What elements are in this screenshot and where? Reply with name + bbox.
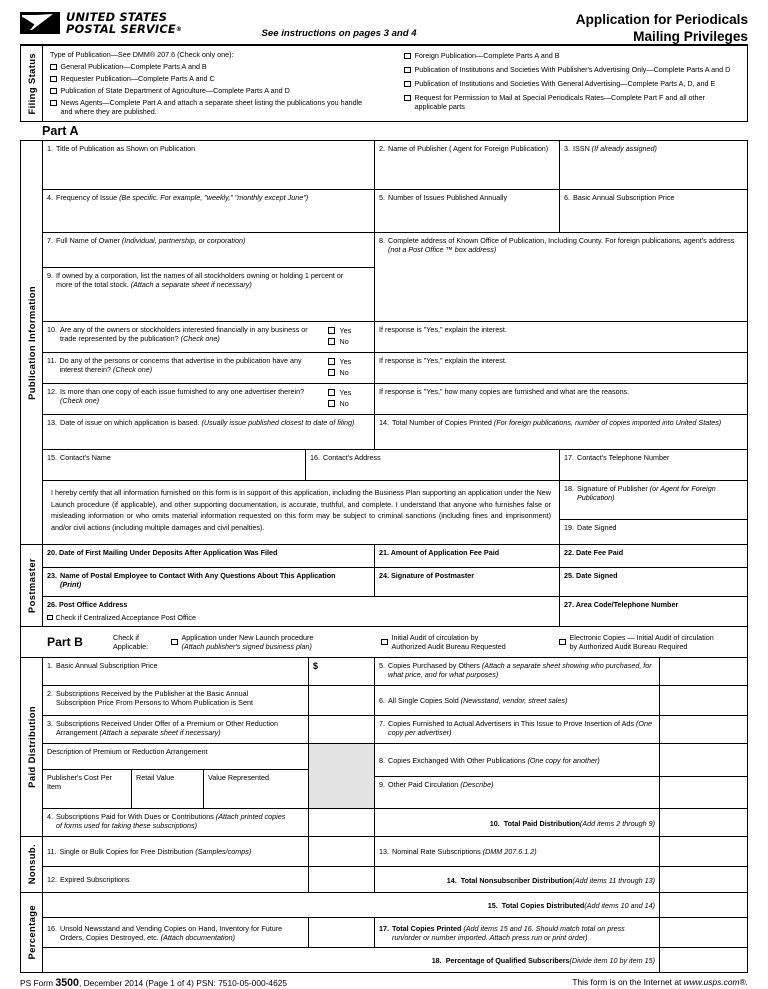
option-label: Publication of State Department of Agriculture—Complete Parts A and D <box>60 86 290 95</box>
certification-statement <box>43 481 559 544</box>
field-label: Description of Premium or Reduction Arrangement <box>47 747 208 756</box>
field-11-no-option[interactable] <box>328 368 372 377</box>
field-9-stockholders[interactable] <box>43 267 374 321</box>
field-hint: (Usually issue published closest to date of filing) <box>201 418 355 427</box>
percentage-band <box>21 893 43 972</box>
logo-line-1: UNITED STATES <box>66 10 168 24</box>
checkbox-icon[interactable] <box>404 95 411 102</box>
publication-information-band-label: Publication Information <box>26 285 37 400</box>
field-hint: (Attach a separate sheet showing who purchased, for what price, and for what purposes) <box>388 661 652 680</box>
field-b12-expired-subscriptions <box>43 867 308 892</box>
field-26-post-office-address[interactable] <box>43 597 559 626</box>
centralized-acceptance-label: Check if Centralized Acceptance Post Office <box>55 613 196 622</box>
field-16-contacts-address[interactable] <box>305 450 559 480</box>
option-institutions-publishers-advertising[interactable] <box>404 65 741 74</box>
field-number: 4. <box>47 812 53 821</box>
field-b2-value[interactable] <box>308 686 374 715</box>
dollar-sign: $ <box>313 661 319 671</box>
checkbox-icon[interactable] <box>50 64 57 71</box>
nonsubscriber-section <box>20 837 748 893</box>
field-label: Nominal Rate Subscriptions <box>392 847 483 857</box>
option-news-agents[interactable] <box>50 98 389 116</box>
option-label-line-2: (Attach publisher's signed business plan) <box>181 642 312 651</box>
field-label: Amount of Application Fee Paid <box>390 548 500 557</box>
checkbox-icon[interactable] <box>328 358 335 365</box>
field-number: 15. <box>487 901 498 910</box>
option-general-publication[interactable] <box>50 62 389 71</box>
field-10-yes-option[interactable] <box>328 326 372 335</box>
field-number: 3. <box>47 719 53 728</box>
usps-eagle-icon <box>20 12 60 34</box>
field-label: Basic Annual Subscription Price <box>573 193 675 202</box>
field-12-multiple-copies-advertiser <box>43 384 322 414</box>
field-b9-other-paid-circulation <box>375 776 659 808</box>
field-b7-copies-furnished-advertisers <box>374 716 659 743</box>
field-b3-value[interactable] <box>308 716 374 743</box>
option-state-dept-agriculture[interactable] <box>50 86 389 95</box>
field-hint: (Attach a separate sheet if necessary) <box>99 728 221 738</box>
option-label-line-2: by Authorized Audit Bureau Required <box>569 642 688 651</box>
field-label: Are any of the owners or stockholders interested financially in any business or trade represented by the publication? <box>60 325 308 344</box>
field-4-frequency-of-issue[interactable] <box>43 190 374 232</box>
field-14-total-copies-printed[interactable] <box>374 415 747 449</box>
field-number: 1. <box>47 661 53 670</box>
no-label: No <box>339 368 349 377</box>
form-footer <box>20 973 748 989</box>
option-label: Foreign Publication—Complete Parts A and B <box>414 51 560 60</box>
field-18-signature-of-publisher[interactable] <box>560 481 747 519</box>
field-number: 9. <box>379 780 385 789</box>
field-label: Contact's Telephone Number <box>577 453 670 462</box>
field-hint: (Individual, partnership, or corporation) <box>121 236 246 245</box>
field-b18-value[interactable] <box>659 948 747 972</box>
field-label: Retail Value <box>136 773 175 782</box>
field-number: 19. <box>564 523 574 532</box>
field-label: Title of Publication as Shown on Publication <box>56 144 196 153</box>
field-hint: (not a Post Office ™ box address) <box>388 245 497 255</box>
field-2-name-of-publisher[interactable] <box>374 141 559 189</box>
field-b14-total-nonsubscriber-distribution <box>374 867 659 892</box>
page-title-line-2: Mailing Privileges <box>633 28 748 44</box>
field-number: 25. <box>564 571 574 580</box>
field-23-postal-employee-contact[interactable] <box>43 568 374 596</box>
field-label: Total Number of Copies Printed <box>392 418 494 427</box>
option-label: Publication of Institutions and Societies With Publisher's Advertising Only—Complete Parts A and D <box>414 65 731 74</box>
field-label: Subscriptions Received by the Publisher at the Basic Annual Subscription Price From Persons to Whom Publication is Sent <box>56 689 253 708</box>
checkbox-icon[interactable] <box>47 615 53 621</box>
part-a-title: Part A <box>42 124 79 138</box>
field-label: Name of Postal Employee to Contact With Any Questions About This Application <box>60 571 336 580</box>
option-requester-publication[interactable] <box>50 74 389 83</box>
field-b9-value[interactable] <box>660 776 747 808</box>
field-number: 11. <box>47 847 57 857</box>
field-1-title-of-publication[interactable] <box>43 141 374 189</box>
field-number: 17. <box>379 923 389 933</box>
field-19-date-signed[interactable] <box>560 519 747 544</box>
field-number: 8. <box>379 755 385 765</box>
field-label: Signature of Publisher <box>577 484 650 493</box>
field-label: Do any of the persons or concerns that advertise in the publication have any interest therein? <box>59 356 302 375</box>
option-label: General Publication—Complete Parts A and B <box>60 62 207 71</box>
field-number: 10. <box>47 325 57 334</box>
field-label: Expired Subscriptions <box>60 875 130 885</box>
field-hint: (Newsstand, vendor, street sales) <box>460 696 568 706</box>
instructions-note: See instructions on pages 3 and 4 <box>261 28 417 39</box>
field-b12-value[interactable] <box>308 867 374 892</box>
field-number: 7. <box>47 236 53 245</box>
field-label: Complete address of Known Office of Publication, Including County. For foreign publications, agent's address <box>388 236 735 245</box>
field-hint: (Be specific. For example, "weekly," "monthly except June") <box>119 193 309 202</box>
field-b11-free-distribution <box>43 837 308 866</box>
field-label: Copies Exchanged With Other Publications <box>388 755 528 765</box>
field-number: 18. <box>431 956 442 965</box>
filing-status-right-column <box>395 46 747 121</box>
field-label: Date of issue on which application is based. <box>60 418 202 427</box>
field-b1-value[interactable] <box>308 658 374 685</box>
field-24-signature-of-postmaster[interactable] <box>374 568 559 596</box>
option-label: Requester Publication—Complete Parts A and C <box>60 74 215 83</box>
publication-information-band <box>21 141 43 544</box>
field-hint: (Print) <box>60 580 82 590</box>
part-b-header <box>20 627 748 658</box>
checkbox-icon[interactable] <box>50 76 57 83</box>
field-b8-copies-exchanged <box>375 744 659 776</box>
field-b17-value[interactable] <box>659 918 747 947</box>
option-special-periodicals-rates[interactable] <box>404 93 741 111</box>
type-of-publication-prompt: Type of Publication—See DMM® 207.6 (Check only one): <box>50 50 234 59</box>
option-label: Publication of Institutions and Societies With General Advertising—Complete Parts A, D, and E <box>414 79 716 88</box>
field-b16-value[interactable] <box>308 918 374 947</box>
field-note: If response is "Yes," explain the interest. <box>379 356 507 365</box>
field-label: Total Paid Distribution <box>503 818 580 828</box>
part-b-title: Part B <box>47 635 83 649</box>
part-b-option-new-launch[interactable] <box>171 633 381 652</box>
field-label: Subscriptions Paid for With Dues or Contributions <box>56 812 216 821</box>
field-12-explanation[interactable] <box>374 384 747 414</box>
checkbox-icon[interactable] <box>328 338 335 345</box>
option-label-line-2: Authorized Audit Bureau Requested <box>391 642 506 651</box>
field-number: 9. <box>47 271 53 280</box>
field-number: 17. <box>564 453 574 462</box>
postmaster-band-label: Postmaster <box>26 557 37 614</box>
field-number: 12. <box>47 387 57 396</box>
field-10-yes-no-group[interactable] <box>322 322 374 352</box>
paid-distribution-section <box>20 658 748 837</box>
filing-status-left-column <box>43 46 395 121</box>
field-number: 5. <box>379 661 385 670</box>
field-b4-value[interactable] <box>308 809 374 836</box>
field-number: 2. <box>379 144 385 153</box>
field-b6-all-single-copies-sold <box>374 686 659 715</box>
field-b13-value[interactable] <box>659 837 747 866</box>
yes-label: Yes <box>339 357 352 366</box>
field-b4-subscriptions-dues-contributions <box>43 809 308 836</box>
percentage-section <box>20 893 748 973</box>
postmaster-band <box>21 545 43 626</box>
field-b5-copies-purchased-by-others <box>374 658 659 685</box>
field-10-explanation[interactable] <box>374 322 747 352</box>
field-hint: (Check one) <box>60 396 100 406</box>
field-number: 13. <box>47 418 57 427</box>
option-label: News Agents—Complete Part A and attach a separate sheet listing the publications you handle and where they are published. <box>60 98 363 116</box>
field-label: Total Copies Printed <box>392 923 464 933</box>
field-b7-value[interactable] <box>659 716 747 743</box>
logo-line-2: POSTAL SERVICE <box>66 22 176 37</box>
field-label: Date Signed <box>577 523 617 532</box>
field-hint: (Check one) <box>180 334 220 344</box>
publisher-cost-per-item-label[interactable] <box>43 770 131 808</box>
field-hint: (Add items 11 through 13) <box>572 875 655 885</box>
field-hint: (One copy for another) <box>527 755 600 765</box>
field-hint: (For foreign publications, number of copies imported into United States) <box>493 418 722 427</box>
field-label: Area Code/Telephone Number <box>575 600 679 609</box>
nonsub-band <box>21 837 43 892</box>
paid-distribution-band-label: Paid Distribution <box>26 706 37 788</box>
part-b-option-electronic-copies[interactable] <box>559 633 747 652</box>
field-b10-total-paid-distribution <box>374 809 659 836</box>
field-b11-value[interactable] <box>308 837 374 866</box>
field-label: Unsold Newsstand and Vending Copies on Hand, Inventory for Future Orders, Copies Destroyed, etc. <box>60 923 283 942</box>
field-label: Date Fee Paid <box>576 548 624 557</box>
field-7-full-name-of-owner[interactable] <box>43 233 374 267</box>
paid-distribution-band <box>21 658 43 836</box>
field-b17-total-copies-printed <box>374 918 659 947</box>
checkbox-icon[interactable] <box>404 53 411 60</box>
checkbox-icon[interactable] <box>404 67 411 74</box>
field-27-area-code-telephone[interactable] <box>559 597 747 626</box>
checkbox-icon[interactable] <box>50 88 57 95</box>
checkbox-icon[interactable] <box>404 81 411 88</box>
field-label: Publisher's Cost Per Item <box>47 773 112 791</box>
checkbox-icon[interactable] <box>328 400 335 407</box>
page-title <box>496 11 748 45</box>
field-label: Percentage of Qualified Subscribers <box>445 956 570 965</box>
field-b18-percentage-qualified-subscribers <box>43 948 659 972</box>
field-number: 4. <box>47 193 53 202</box>
field-number: 16. <box>47 923 57 933</box>
checkbox-icon[interactable] <box>381 639 388 646</box>
field-b1-basic-annual-subscription-price[interactable] <box>43 658 308 685</box>
field-10-no-option[interactable] <box>328 337 372 346</box>
yes-label: Yes <box>339 388 352 397</box>
form-header <box>20 0 748 44</box>
filing-status-band <box>21 46 43 121</box>
field-11-yes-option[interactable] <box>328 357 372 366</box>
field-5-number-of-issues[interactable] <box>374 190 559 232</box>
checkbox-icon[interactable] <box>171 639 178 646</box>
field-number: 8. <box>379 236 385 245</box>
field-label: Copies Purchased by Others <box>388 661 482 670</box>
field-label: ISSN <box>573 144 592 153</box>
centralized-acceptance-option[interactable] <box>47 613 555 622</box>
field-b13-nominal-rate-subscriptions <box>374 837 659 866</box>
field-number: 3. <box>564 144 570 153</box>
field-number: 12. <box>47 875 57 885</box>
field-label: Signature of Postmaster <box>391 571 475 580</box>
field-12-yes-option[interactable] <box>328 388 372 397</box>
checkbox-icon[interactable] <box>328 327 335 334</box>
field-label: Post Office Address <box>59 600 128 609</box>
field-number: 18. <box>564 484 574 493</box>
filing-status-band-label: Filing Status <box>26 52 37 115</box>
field-3-issn[interactable] <box>559 141 747 189</box>
field-hint: (or Agent for Foreign Publication) <box>577 484 716 503</box>
retail-value-label[interactable] <box>131 770 203 808</box>
usps-url: www.usps.com®. <box>683 977 748 987</box>
field-hint: (Attach a separate sheet if necessary) <box>130 280 252 290</box>
percentage-band-label: Percentage <box>26 905 37 960</box>
field-number: 1. <box>47 144 53 153</box>
field-12-no-option[interactable] <box>328 399 372 408</box>
field-17-contacts-telephone[interactable] <box>559 450 747 480</box>
field-label: Number of Issues Published Annually <box>388 193 508 202</box>
field-number: 2. <box>47 689 53 698</box>
checkbox-icon[interactable] <box>559 639 566 646</box>
field-label: Is more than one copy of each issue furnished to any one advertiser therein? <box>60 387 305 396</box>
field-label: Basic Annual Subscription Price <box>56 661 158 670</box>
field-number: 5. <box>379 193 385 202</box>
field-22-date-fee-paid[interactable] <box>559 545 747 567</box>
field-label: Other Paid Circulation <box>388 780 461 789</box>
field-number: 24. <box>379 571 389 580</box>
field-6-basic-annual-subscription-price[interactable] <box>559 190 747 232</box>
field-label: Frequency of Issue <box>56 193 120 202</box>
field-b6-value[interactable] <box>659 686 747 715</box>
filing-status-section <box>20 46 748 122</box>
field-b14-value[interactable] <box>659 867 747 892</box>
field-11-advertisers-interest <box>43 353 322 383</box>
field-21-amount-fee-paid[interactable] <box>374 545 559 567</box>
field-label: If owned by a corporation, list the names of all stockholders owning or holding 1 percent or more of the total stock. <box>56 271 344 290</box>
field-number: 27. <box>564 600 574 609</box>
field-hint: (Add items 15 and 16. Should match total on press run/order or number imported. Attach press run or print order) <box>392 923 625 942</box>
field-label: Subscriptions Received Under Offer of a Premium or Other Reduction Arrangement <box>56 719 278 738</box>
field-label: Total Nonsubscriber Distribution <box>460 875 573 885</box>
field-hint: (Attach documentation) <box>160 933 235 942</box>
field-label: Name of Publisher ( Agent for Foreign Publication) <box>388 144 549 153</box>
field-b15-total-copies-distributed <box>43 893 659 917</box>
field-note: If response is "Yes," how many copies are furnished and what are the reasons. <box>379 387 630 396</box>
field-11-explanation[interactable] <box>374 353 747 383</box>
field-number: 6. <box>564 193 570 202</box>
option-foreign-publication[interactable] <box>404 51 741 60</box>
field-label: Single or Bulk Copies for Free Distribution <box>59 847 196 857</box>
option-label-line-1: Initial Audit of circulation by <box>391 632 479 642</box>
premium-description-label[interactable] <box>43 744 308 769</box>
checkbox-icon[interactable] <box>328 389 335 396</box>
field-hint: (Check one) <box>113 365 153 375</box>
field-hint: (Samples/comps) <box>195 847 252 857</box>
check-if-applicable-label: Check if Applicable: <box>113 632 149 651</box>
field-10-owners-financial-interest <box>43 322 322 352</box>
field-hint: (Describe) <box>460 780 494 789</box>
field-b8-value[interactable] <box>660 744 747 776</box>
field-b2-subscriptions-received-publisher <box>43 686 308 715</box>
field-20-date-first-mailing[interactable] <box>43 545 374 567</box>
field-number: 11. <box>47 356 57 365</box>
field-hint: (Add items 10 and 14) <box>584 901 655 910</box>
field-label: Contact's Name <box>60 453 111 462</box>
field-b3-subscriptions-premium-offer <box>43 716 308 743</box>
field-15-contacts-name[interactable] <box>43 450 305 480</box>
field-8-known-office-address[interactable] <box>374 233 747 321</box>
part-b-option-initial-audit[interactable] <box>381 633 559 652</box>
postmaster-section <box>20 545 748 627</box>
field-number: 26. <box>47 600 57 609</box>
field-label: Date Signed <box>576 571 618 580</box>
field-number: 21. <box>379 548 389 557</box>
field-label: Full Name of Owner <box>56 236 122 245</box>
field-number: 20. <box>47 548 57 557</box>
field-number: 10. <box>489 818 500 828</box>
field-number: 15. <box>47 453 57 462</box>
checkbox-icon[interactable] <box>328 369 335 376</box>
field-hint: (If already assigned) <box>591 144 657 153</box>
option-label-line-1: Electronic Copies — Initial Audit of circulation <box>569 632 714 642</box>
field-25-date-signed[interactable] <box>559 568 747 596</box>
field-number: 13. <box>379 847 389 857</box>
certification-text: I hereby certify that all information furnished on this form is in support of this application, including the Business Plan supporting an application under the New Launch procedure (if applicable), and other supporting documentation, is accurate, truthful, and complete. I understand that anyone who furnishes false or misleading information or who omits material information requested on this form may be subject to criminal sanctions (including fines and imprisonment) and/or civil actions (including multiple damages and civil penalties). <box>51 488 551 532</box>
yes-label: Yes <box>339 326 352 335</box>
nonsub-band-label: Nonsub. <box>26 844 37 885</box>
field-hint: (Add items 2 through 9) <box>579 818 655 828</box>
field-b5-value[interactable] <box>659 658 747 685</box>
field-number: 6. <box>379 696 385 706</box>
field-number: 16. <box>310 453 320 462</box>
field-hint: (One copy per advertiser) <box>388 719 652 738</box>
field-hint: (Attach printed copies of forms used for taking these subscriptions) <box>56 812 286 831</box>
field-12-yes-no-group[interactable] <box>322 384 374 414</box>
registered-mark: ® <box>175 26 183 34</box>
field-b15-value[interactable] <box>659 893 747 917</box>
field-hint: (DMM 207.6.1.2) <box>482 847 537 857</box>
field-number: 14. <box>379 418 389 427</box>
field-number: 14. <box>446 875 457 885</box>
field-number: 22. <box>564 548 574 557</box>
usps-logo <box>20 11 182 36</box>
option-label-line-1: Application under New Launch procedure <box>181 632 314 642</box>
shaded-cell <box>308 744 374 808</box>
field-note: If response is "Yes," explain the interest. <box>379 325 507 334</box>
field-label: Date of First Mailing Under Deposits After Application Was Filed <box>59 548 278 557</box>
field-11-yes-no-group[interactable] <box>322 353 374 383</box>
field-label: All Single Copies Sold <box>388 696 461 706</box>
field-b16-unsold-newsstand-copies <box>43 918 308 947</box>
field-label: Copies Furnished to Actual Advertisers in This Issue to Prove Insertion of Ads <box>388 719 636 728</box>
no-label: No <box>339 399 349 408</box>
form-identifier: PS Form 3500, December 2014 (Page 1 of 4) PSN: 7510-05-000-4625 <box>20 977 288 989</box>
internet-note: This form is on the Internet at www.usps.com®. <box>572 977 748 987</box>
form-number: 3500 <box>55 977 79 989</box>
value-represented-label[interactable] <box>203 770 308 808</box>
field-13-date-of-issue[interactable] <box>43 415 374 449</box>
option-label: Request for Permission to Mail at Special Periodicals Rates—Complete Part F and all other applicable parts <box>414 93 705 111</box>
page-title-line-1: Application for Periodicals <box>575 12 748 27</box>
option-institutions-general-advertising[interactable] <box>404 79 741 88</box>
field-number: 7. <box>379 719 385 728</box>
no-label: No <box>339 337 349 346</box>
field-number: 23. <box>47 571 57 580</box>
field-b10-value[interactable] <box>659 809 747 836</box>
checkbox-icon[interactable] <box>50 100 57 107</box>
field-label: Total Copies Distributed <box>501 901 585 910</box>
field-hint: (Divide item 10 by item 15) <box>569 956 655 965</box>
field-label: Contact's Address <box>323 453 381 462</box>
field-label: Value Represented <box>208 773 270 782</box>
part-a-section <box>20 140 748 545</box>
